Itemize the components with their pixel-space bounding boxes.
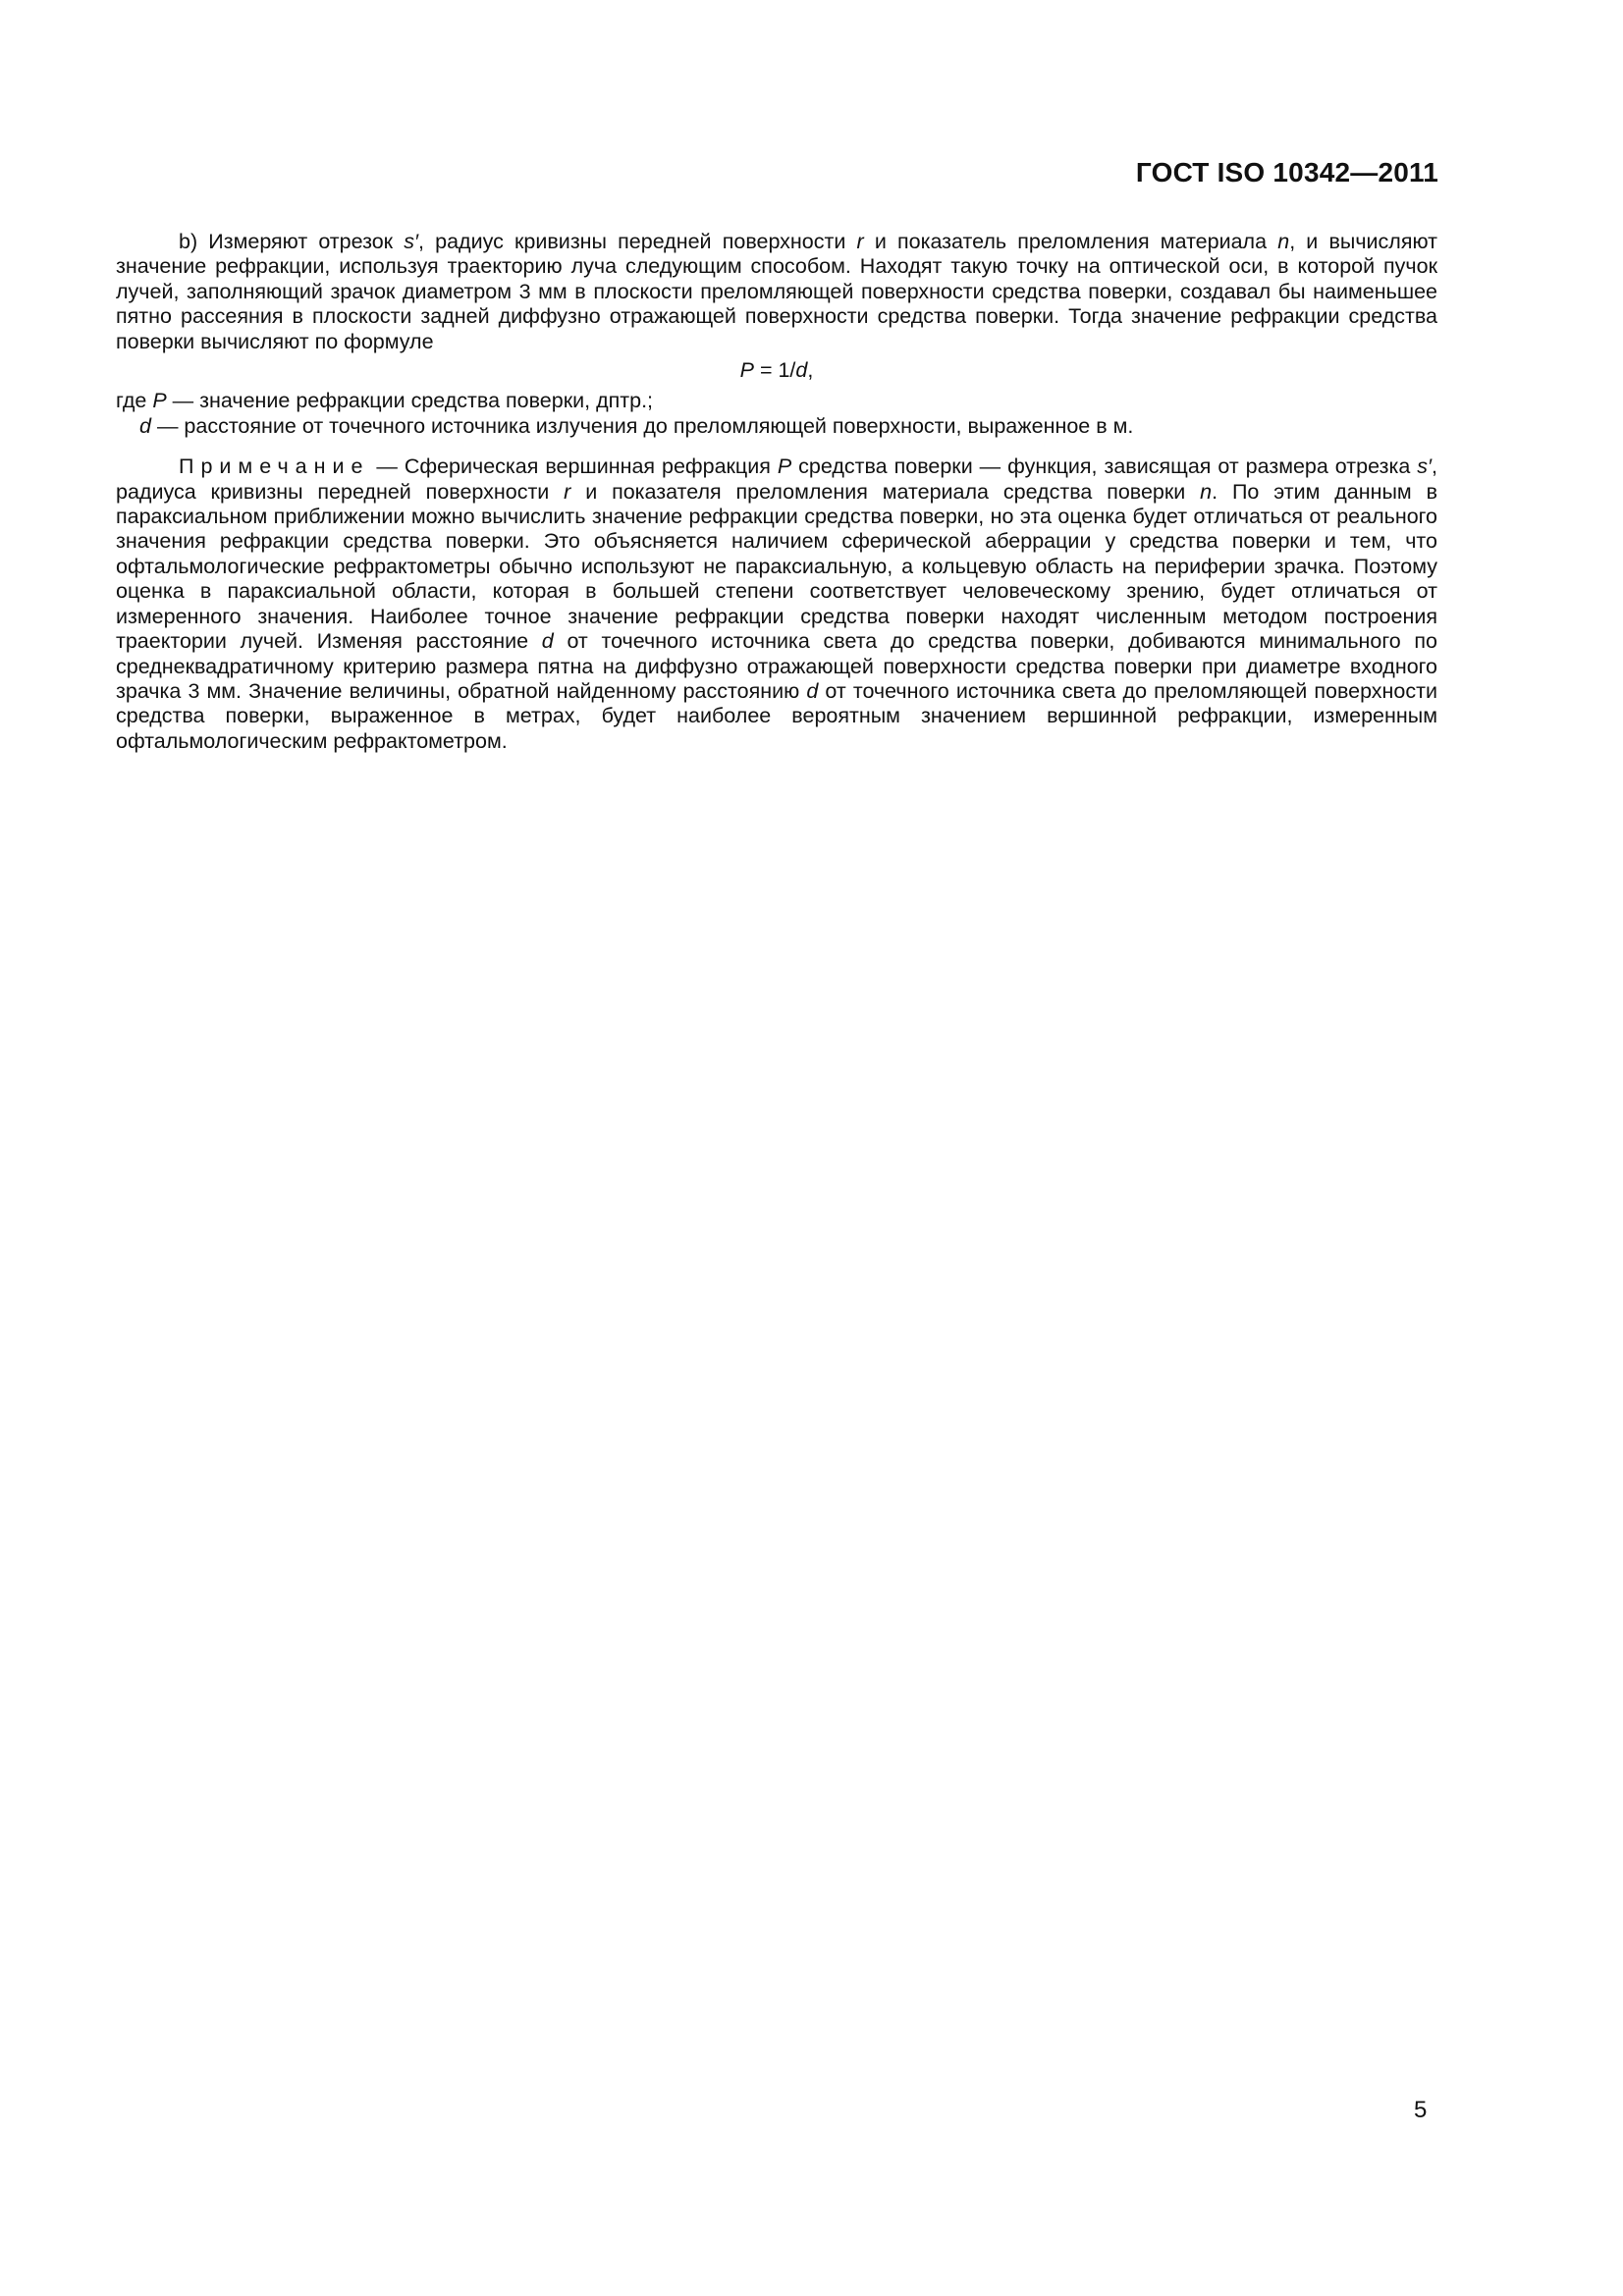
list-label: b) xyxy=(179,230,198,253)
document-body xyxy=(116,230,1437,775)
definition-P: где P — значение рефракции средства поверки, дптр.; xyxy=(116,389,654,413)
page-number: 5 xyxy=(1414,2097,1428,2123)
standard-code-header: ГОСТ ISO 10342—2011 xyxy=(1135,157,1438,187)
note-paragraph: Примечание — Сферическая вершинная рефракция P средства поверки — функция, зависящая от размера отрезка s′, радиуса кривизны передней поверхности r и показателя преломления материала средства поверки n. По этим данным в параксиальном приближении можно вычислить значение рефракции средства поверки, но эта оценка будет отличаться от реального значения рефракции средства поверки. Это объясняется наличием сферической аберрации у средства поверки и тем, что офтальмологические рефрактометры обычно используют не параксиальную, а кольцевую область на периферии зрачка. Поэтому оценка в параксиальной области, которая в большей степени соответствует человеческому зрению, будет отличаться от измеренного значения. Наиболее точное значение рефракции средства поверки находят численным методом построения траектории лучей. Изменяя расстояние d от точечного источника света до средства поверки, добиваются минимального по среднеквадратичному критерию размера пятна на диффузно отражающей поверхности средства поверки при диаметре входного зрачка 3 мм. Значение величины, обратной найденному расстоянию d от точечного источника света до преломляющей поверхности средства поверки, выраженное в метрах, будет наиболее вероятным значением вершинной рефракции, измеренным офтальмологическим рефрактометром. xyxy=(116,454,1437,753)
symbol-s-prime: s′ xyxy=(404,230,419,253)
formula: P = 1/d, xyxy=(739,358,814,383)
symbol-n: n xyxy=(1277,230,1290,253)
definition-d: d — расстояние от точечного источника излучения до преломляющей поверхности, выраженное в м. xyxy=(139,413,1134,438)
paragraph-b: b) Измеряют отрезок s′, радиус кривизны передней поверхности r и показатель преломления материала n, и вычисляют значение рефракции, используя траекторию луча следующим способом. Находят такую точку на оптической оси, в которой пучок лучей, заполняющий зрачок диаметром 3 мм в плоскости преломляющей поверхности средства поверки, создавал бы наименьшее пятно рассеяния в плоскости задней диффузно отражающей поверхности средства поверки. Тогда значение рефракции средства поверки вычисляют по формуле xyxy=(116,230,1437,353)
note-label: Примечание xyxy=(179,454,370,479)
variable-definitions xyxy=(116,389,1437,439)
symbol-r: r xyxy=(856,230,864,253)
